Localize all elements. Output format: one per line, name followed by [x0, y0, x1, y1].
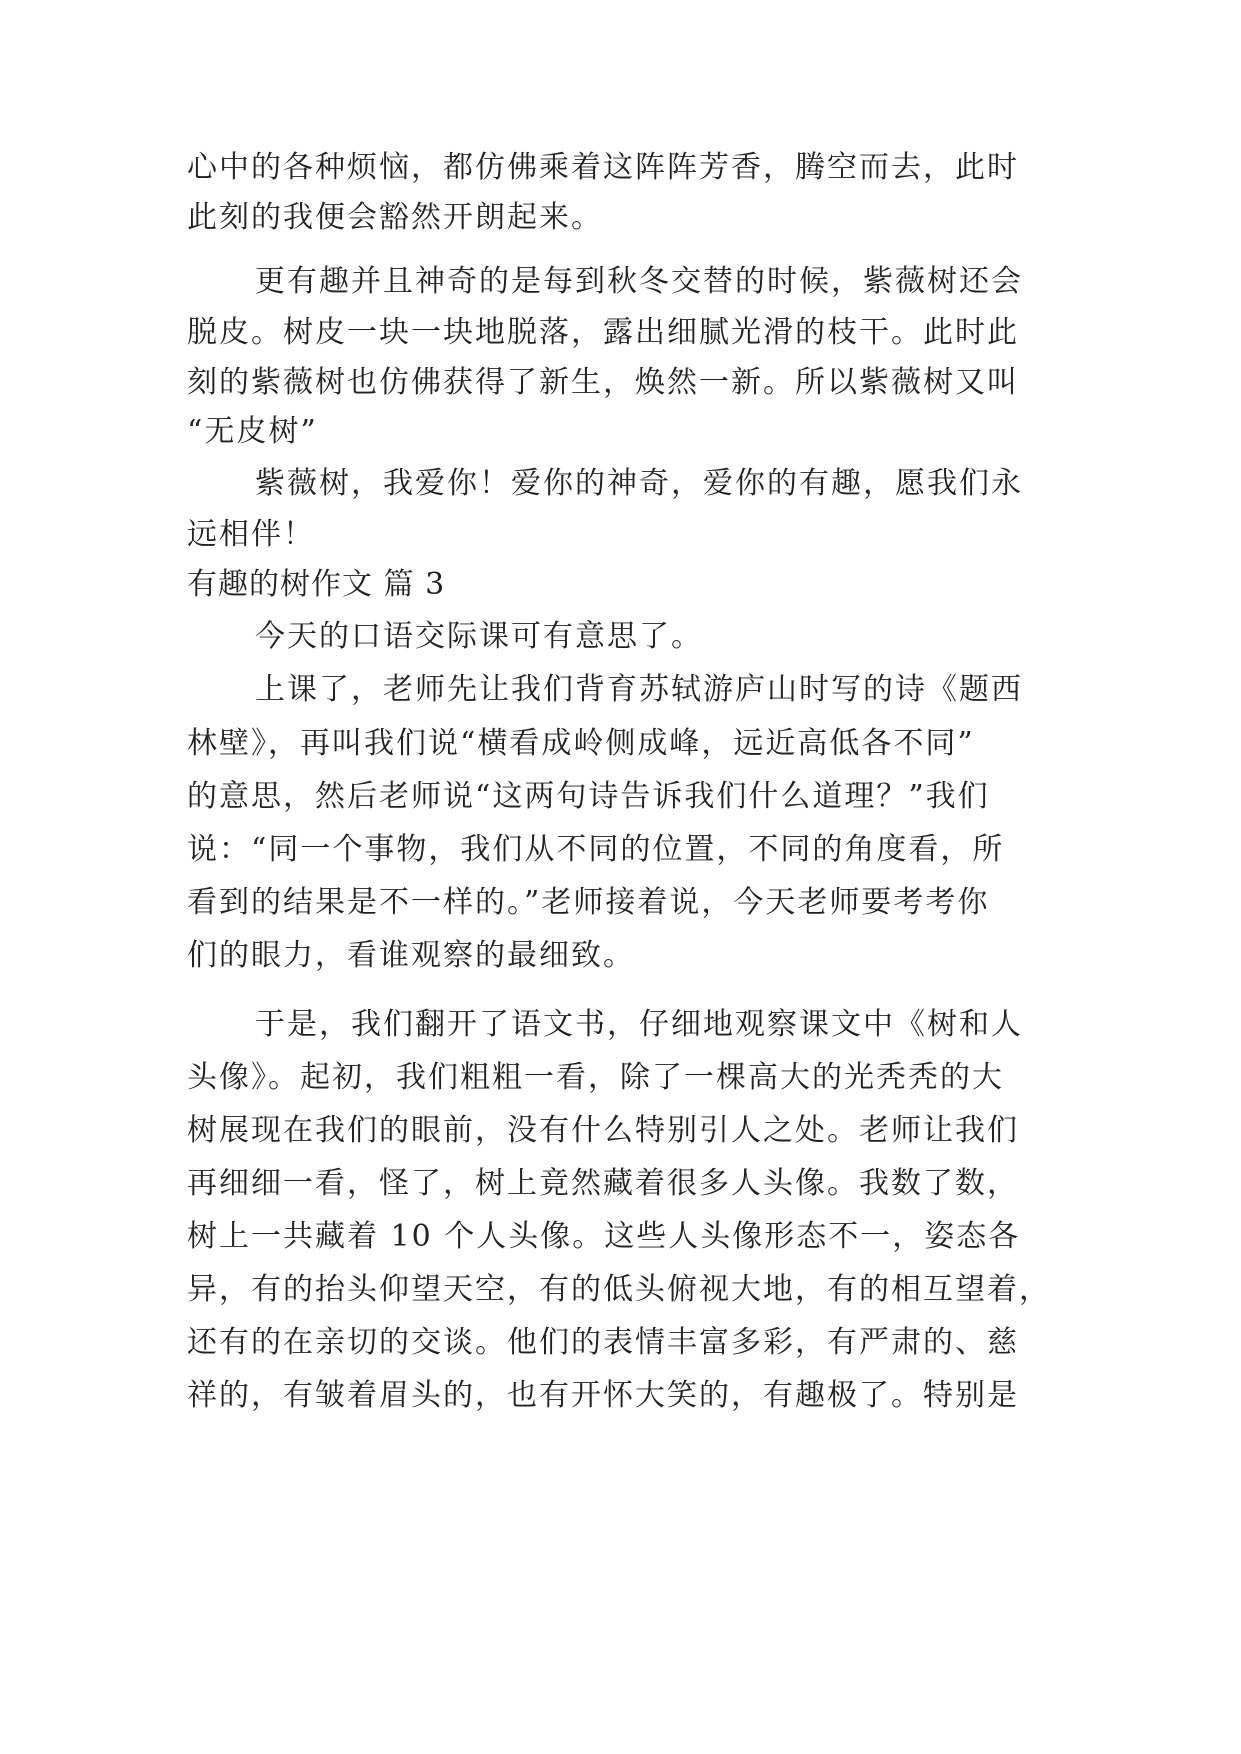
text-line: 此刻的我便会豁然开朗起来。	[187, 200, 603, 235]
section-heading: 有趣的树作文 篇 3	[187, 567, 446, 602]
text-line: 说：“同一个事物，我们从不同的位置，不同的角度看，所	[187, 832, 1005, 867]
text-line: 祥的，有皱着眉头的，也有开怀大笑的，有趣极了。特别是	[187, 1378, 1019, 1413]
text-line: 刻的紫薇树也仿佛获得了新生，焕然一新。所以紫薇树又叫	[187, 365, 1019, 400]
paragraph-start-line: 于是，我们翻开了语文书，仔细地观察课文中《树和人	[255, 1007, 1023, 1042]
text-line: 还有的在亲切的交谈。他们的表情丰富多彩，有严肃的、慈	[187, 1325, 1019, 1360]
text-line: 心中的各种烦恼，都仿佛乘着这阵阵芳香，腾空而去，此时	[187, 150, 1019, 185]
text-line: 头像》。起初，我们粗粗一看，除了一棵高大的光秃秃的大	[187, 1060, 1004, 1095]
text-line: 的意思，然后老师说“这两句诗告诉我们什么道理？”我们	[187, 779, 990, 814]
text-line: 异，有的抬头仰望天空，有的低头俯视大地，有的相互望着，	[187, 1272, 1051, 1307]
paragraph-start-line: 上课了，老师先让我们背育苏轼游庐山时写的诗《题西	[255, 672, 1023, 707]
text-line: 远相伴！	[187, 517, 315, 552]
text-line: 再细细一看，怪了，树上竟然藏着很多人头像。我数了数，	[187, 1166, 1019, 1201]
text-line: 林壁》，再叫我们说“横看成岭侧成峰，远近高低各不同”	[187, 726, 975, 761]
text-line: 们的眼力，看谁观察的最细致。	[187, 938, 635, 973]
paragraph-start-line: 今天的口语交际课可有意思了。	[255, 619, 703, 654]
paragraph-start-line: 紫薇树，我爱你！爱你的神奇，爱你的有趣，愿我们永	[255, 466, 1023, 501]
text-line: 树展现在我们的眼前，没有什么特别引人之处。老师让我们	[187, 1113, 1019, 1148]
text-line: 看到的结果是不一样的。”老师接着说，今天老师要考考你	[187, 885, 990, 920]
paragraph-start-line: 更有趣并且神奇的是每到秋冬交替的时候，紫薇树还会	[255, 264, 1023, 299]
text-line: 树上一共藏着 10 个人头像。这些人头像形态不一，姿态各	[187, 1219, 1021, 1254]
text-line: “无皮树”	[187, 414, 318, 449]
text-line: 脱皮。树皮一块一块地脱落，露出细腻光滑的枝干。此时此	[187, 315, 1019, 350]
